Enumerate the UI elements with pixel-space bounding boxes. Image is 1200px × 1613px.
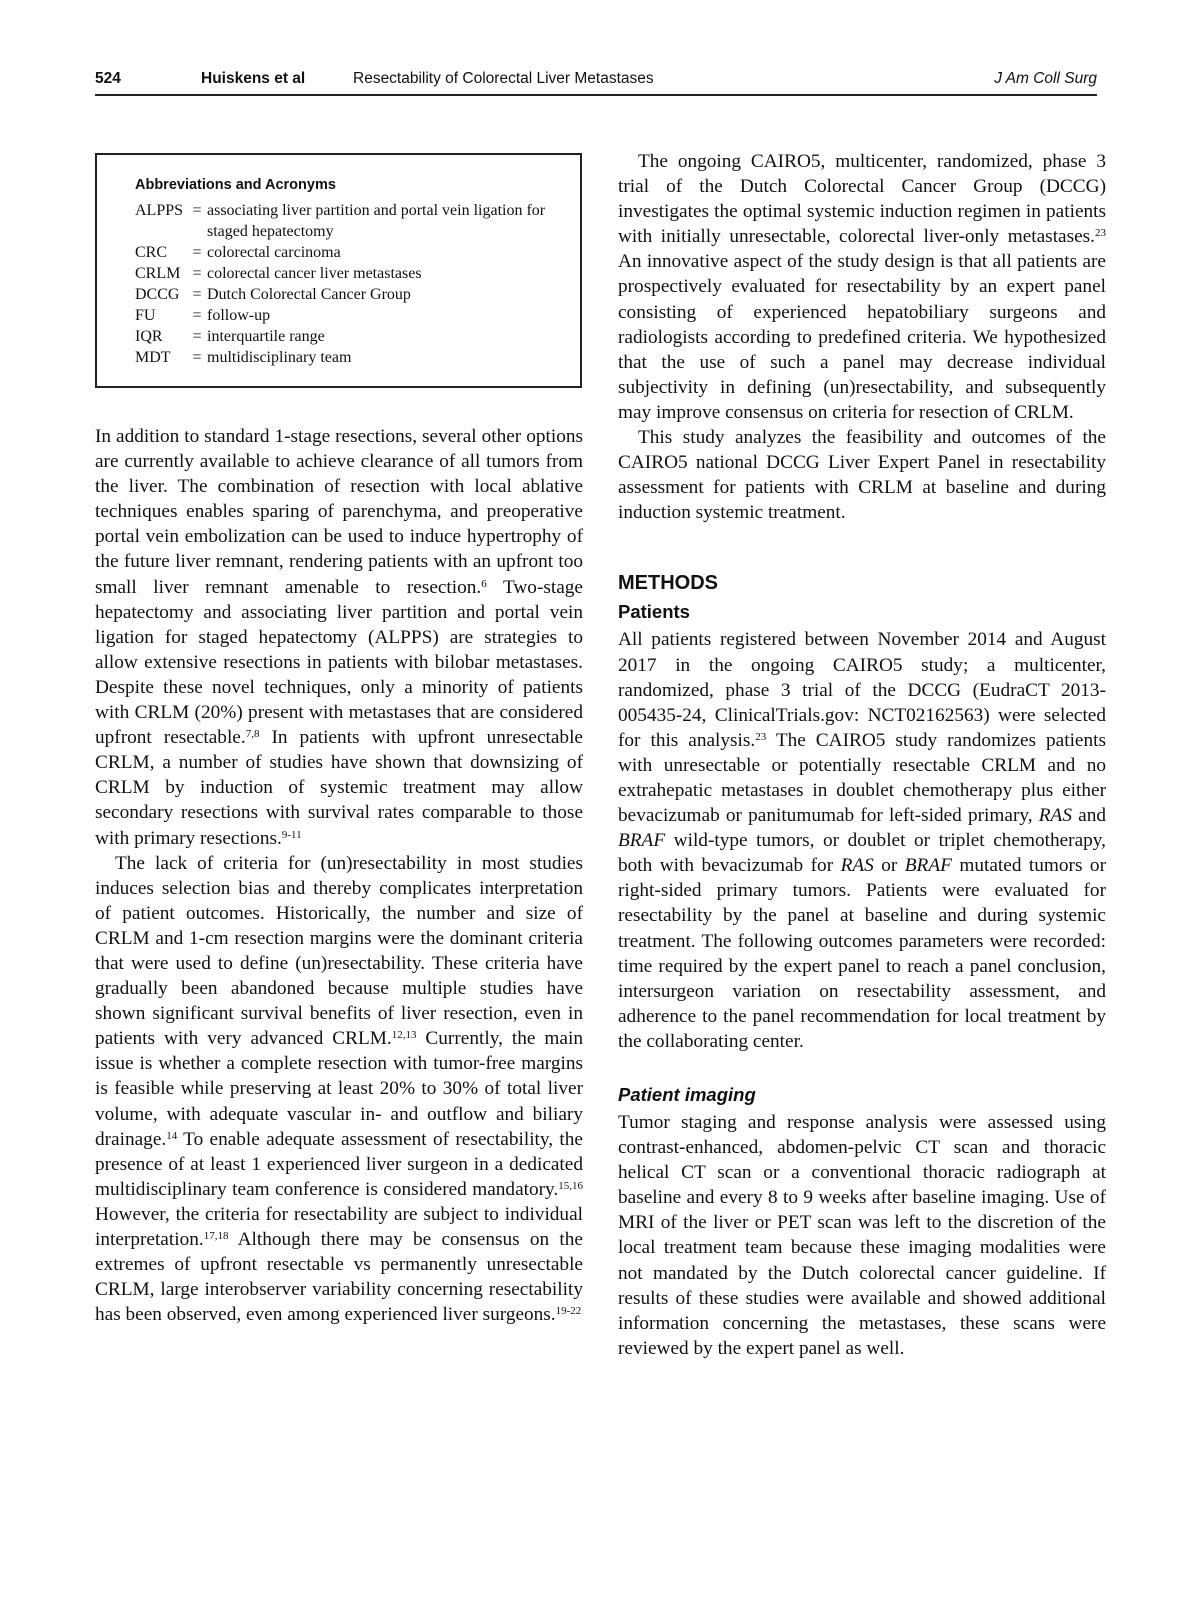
abbreviation-definition: interquartile range: [207, 328, 325, 345]
abbreviation-term: CRLM: [135, 265, 181, 282]
abbreviation-equals: =: [192, 328, 202, 345]
abbreviation-term: DCCG: [135, 286, 180, 303]
abbreviation-definition: follow-up: [207, 307, 271, 324]
body-paragraph: The ongoing CAIRO5, multicenter, randomized, phase 3 trial of the Dutch Colorectal Cancer Group (DCCG) investigates the optimal systemic induction regimen in patients with initially unresectable, colorectal liver-only metastases.$^{23}$ An innovative aspect of the study design is that all patients are prospectively evaluated for resectability by an expert panel consisting of experienced hepatobiliary surgeons and radiologists according to predefined criteria. We hypothesized that the use of such a panel may decrease individual subjectivity in defining (un)resectability, and subsequently may improve consensus on criteria for resection of CRLM.: [618, 151, 1106, 423]
abbreviation-term: ALPPS: [135, 202, 184, 219]
abbreviation-equals: =: [192, 265, 202, 282]
header-running-title: Resectability of Colorectal Liver Metastases: [353, 70, 654, 87]
abbreviation-row: [135, 305, 552, 326]
abbreviation-row: [135, 326, 552, 347]
abbreviation-equals: =: [192, 307, 202, 324]
body-paragraph: All patients registered between November 2014 and August 2017 in the ongoing CAIRO5 study; a multicenter, randomized, phase 3 trial of the DCCG (EudraCT 2013-005435-24, ClinicalTrials.gov: NCT02162563) were selected for this analysis.$^{23}$ The CAIRO5 study randomizes patients with unresectable or potentially resectable CRLM and no extrahepatic metastases in doublet chemotherapy plus either bevacizumab or panitumumab for left-sided primary, RAS and BRAF wild-type tumors, or doublet or triplet chemotherapy, both with bevacizumab for RAS or BRAF mutated tumors or right-sided primary tumors. Patients were evaluated for resectability by the panel at baseline and during systemic treatment. The following outcomes parameters were recorded: time required by the expert panel to reach a panel conclusion, intersurgeon variation on resectability assessment, and adherence to the panel recommendation for local treatment by the collaborating center.: [618, 629, 1106, 1052]
abbreviation-term: IQR: [135, 328, 163, 345]
abbreviation-term: FU: [135, 307, 156, 324]
right-column: [618, 149, 1106, 1361]
subsection-heading-patients: Patients: [618, 601, 690, 623]
citation: 17,18: [203, 1229, 229, 1242]
abbreviation-term: CRC: [135, 244, 168, 261]
abbreviation-definition: Dutch Colorectal Cancer Group: [207, 286, 411, 303]
citation: 19-22: [555, 1305, 582, 1318]
abbreviation-definition: colorectal cancer liver metastases: [207, 265, 422, 282]
citation: 14: [166, 1129, 178, 1142]
abbreviation-row: [135, 242, 552, 263]
citation: 23: [1095, 227, 1106, 240]
body-paragraph: Tumor staging and response analysis were assessed using contrast-enhanced, abdomen-pelvic CT scan and thoracic helical CT scan or a conventional thoracic radiograph at baseline and every 8 to 9 weeks after baseline imaging. Use of MRI of the liver or PET scan was left to the discretion of the local treatment team because these imaging modalities were not mandated by the Dutch colorectal cancer guideline. If results of these studies were available and showed additional information concerning the metastases, these scans were reviewed by the expert panel as well.: [618, 1112, 1106, 1359]
citation: 23: [755, 730, 767, 743]
running-header: [95, 66, 1097, 96]
abbreviation-row: [135, 263, 552, 284]
abbreviation-equals: =: [192, 202, 202, 219]
section-heading-methods: METHODS: [618, 572, 718, 595]
page-number: 524: [95, 70, 121, 87]
abbreviations-table: [135, 200, 552, 368]
body-paragraph: This study analyzes the feasibility and outcomes of the CAIRO5 national DCCG Liver Expert Panel in resectability assessment for patients with CRLM at baseline and during induction systemic treatment.: [618, 427, 1106, 524]
header-authors: Huiskens et al: [201, 70, 306, 87]
body-paragraph: In addition to standard 1-stage resections, several other options are currently available to achieve clearance of all tumors from the liver. The combination of resection with local ablative techniques enables sparing of parenchyma, and preoperative portal vein embolization can be used to induce hypertrophy of the future liver remnant, rendering patients with an upfront too small liver remnant amenable to resection.$^6$ Two-stage hepatectomy and associating liver partition and portal vein ligation for staged hepatectomy (ALPPS) are strategies to allow extensive resections in patients with bilobar metastases. Despite these novel techniques, only a minority of patients with CRLM (20%) present with metastases that are considered upfront resectable.$^{7,8}$ In patients with upfront unresectable CRLM, a number of studies have shown that downsizing of CRLM by induction of systemic treatment may allow secondary resections with survival rates comparable to those with primary resections.$^{9-11}$: [95, 426, 583, 849]
subsection-heading-patient-imaging: Patient imaging: [618, 1084, 756, 1105]
abbreviation-term: MDT: [135, 349, 171, 366]
abbreviation-row: [135, 200, 552, 242]
abbreviations-box: [95, 153, 582, 388]
citation: 9-11: [281, 828, 302, 841]
citation: 15,16: [558, 1179, 583, 1192]
abbreviation-row: [135, 284, 552, 305]
abbreviation-definition: associating liver partition and portal vein ligation for staged hepatectomy: [207, 202, 546, 240]
abbreviation-equals: =: [192, 349, 202, 366]
left-column: [95, 424, 583, 1327]
citation: 7,8: [245, 728, 260, 741]
abbreviation-equals: =: [192, 286, 202, 303]
abbreviation-row: [135, 347, 552, 368]
citation: 12,13: [391, 1029, 417, 1042]
abbreviation-definition: colorectal carcinoma: [207, 244, 341, 261]
abbreviations-heading: Abbreviations and Acronyms: [135, 177, 336, 193]
body-paragraph: The lack of criteria for (un)resectability in most studies induces selection bias and thereby complicates interpretation of patient outcomes. Historically, the number and size of CRLM and 1-cm resection margins were the dominant criteria that were used to define (un)resectability. These criteria have gradually been abandoned because multiple studies have shown significant survival benefits of liver resection, even in patients with very advanced CRLM.$^{12,13}$ Currently, the main issue is whether a complete resection with tumor-free margins is feasible while preserving at least 20% to 30% of total liver volume, with adequate vascular in- and outflow and biliary drainage.$^{14}$ To enable adequate assessment of resectability, the presence of at least 1 experienced liver surgeon in a dedicated multidisciplinary team conference is considered mandatory.$^{15,16}$ However, the criteria for resectability are subject to individual interpretation.$^{17,18}$ Although there may be consensus on the extremes of upfront resectable vs permanently unresectable CRLM, large interobserver variability concerning resectability has been observed, even among experienced liver surgeons.$^{19-22}$: [95, 852, 583, 1326]
abbreviation-definition: multidisciplinary team: [207, 349, 352, 366]
citation: 6: [481, 577, 487, 590]
header-journal: J Am Coll Surg: [994, 70, 1097, 87]
abbreviation-equals: =: [192, 244, 202, 261]
